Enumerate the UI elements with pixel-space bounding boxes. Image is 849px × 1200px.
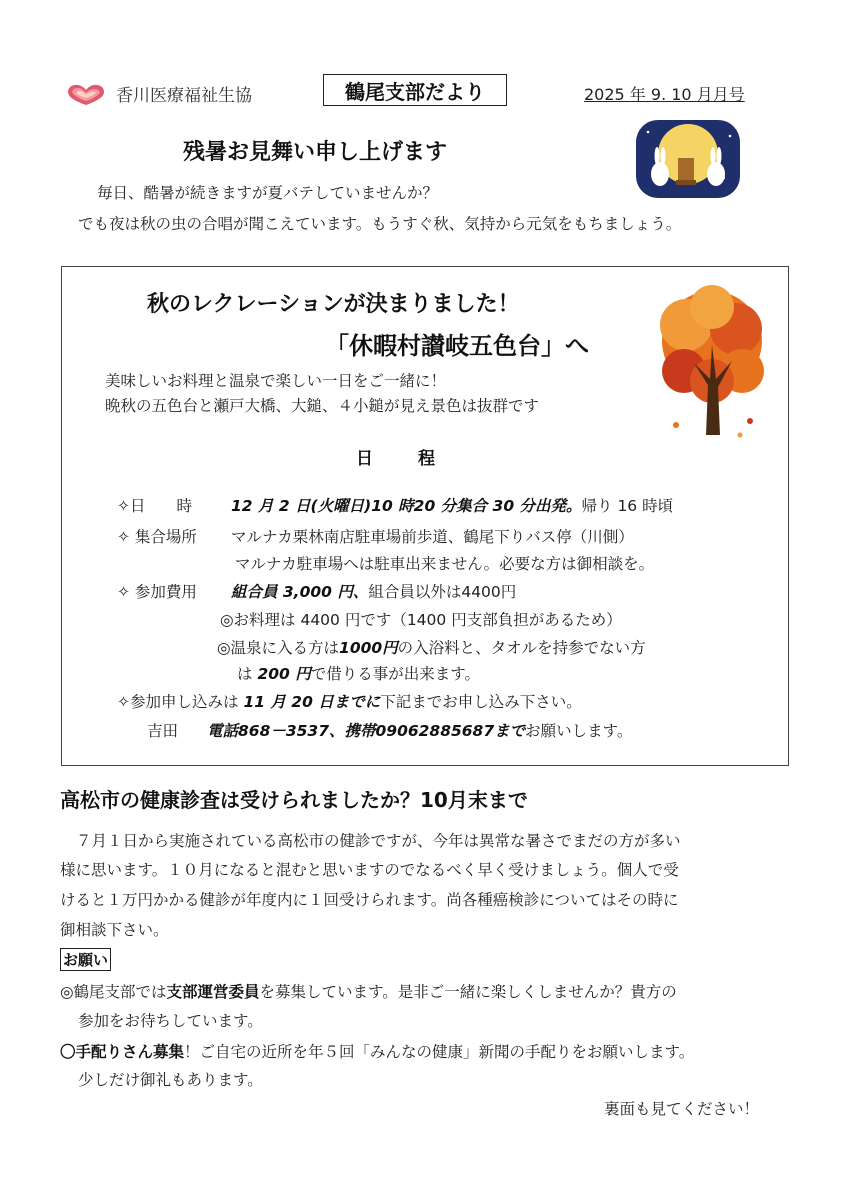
request-item-1 [60,980,677,1002]
apply-rest: 下記までお申し込み下さい。 [380,693,582,711]
fee-note-3-text: は [237,665,253,683]
health-paragraph-2: 様に思います。１０月になると混むと思いますのでなるべく早く受けましょう。個人で受 [60,861,679,879]
apply-text: ✧参加申し込みは [117,693,239,711]
fee-note-3-rest: で借りる事が出来ます。 [310,665,480,683]
greeting-line-1: 毎日、酷暑が続きますが夏バテしていませんか？ [97,184,439,202]
see-back-note: 裏面も見てください！ [604,1100,760,1118]
recreation-intro-1: 美味しいお料理と温泉で楽しい一日をご一緒に！ [105,372,447,390]
schedule-heading: 日 程 [356,449,449,469]
distributor-recruit: 〇手配りさん募集 [60,1043,185,1061]
health-paragraph-1: ７月１日から実施されている高松市の健診ですが、今年は異常な暑さでまだの方が多い [76,832,681,850]
contact-rest: お願いします。 [525,722,633,740]
request-item-1-cont: 参加をお待ちしています。 [78,1012,263,1030]
schedule-fee-row [117,580,516,602]
health-check-title: 高松市の健康診査は受けられましたか？10月末まで [60,788,528,812]
fee-note-2-text: ◎温泉に入る方は [217,639,340,657]
recreation-intro-2: 晩秋の五色台と瀬戸大橋、大鎚、４小鎚が見え景色は抜群です [105,397,540,415]
place-label: ✧ 集合場所 [117,528,197,546]
committee-member: 支部運営委員 [166,983,260,1001]
request-item-2-rest: ！ご自宅の近所を年５回「みんなの健康」新聞の手配りをお願いします。 [184,1043,695,1061]
moon-rabbits-illustration [634,118,742,200]
towel-fee: 200 円 [257,665,311,683]
recreation-destination: 「休暇村讃岐五色台」へ [325,332,589,360]
fee-note-2 [217,636,646,658]
schedule-place-row [117,525,634,547]
heart-logo-icon [64,80,108,106]
fee-note-2-rest: の入浴料と、タオルを持参でない方 [397,639,646,657]
date-value: 12 月 2 日(火曜日)10 時20 分集合 30 分出発。 [231,497,582,515]
place-value: マルナカ栗林南店駐車場前歩道、鶴尾下りバス停（川側） [231,528,634,546]
recreation-title: 秋のレクレーションが決まりました！ [147,292,520,317]
schedule-date-row [117,494,673,516]
issue-label: 2025 年 9. 10 月月号 [584,85,745,104]
fee-note-1: ◎お料理は 4400 円です（1400 円支部負担があるため） [220,611,622,629]
organization-name: 香川医療福祉生協 [116,85,252,106]
fee-note-3 [237,662,480,684]
autumn-tree-illustration [656,285,768,443]
apply-deadline: 11 月 20 日までに [243,693,381,711]
place-note: マルナカ駐車場へは駐車出来ません。必要な方は御相談を。 [235,555,655,573]
fee-member: 組合員 3,000 円、 [231,583,369,601]
request-item-1-text: ◎鶴尾支部では [60,983,167,1001]
request-item-1-rest: を募集しています。是非ご一緒に楽しくしませんか？貴方の [259,983,677,1001]
bath-fee: 1000円 [339,639,398,657]
request-label: お願い [60,948,111,971]
fee-label: ✧ 参加費用 [117,583,197,601]
newsletter-title: 鶴尾支部だより [323,74,507,106]
return-time: 帰り 16 時頃 [581,497,674,515]
request-item-2 [60,1040,694,1062]
health-paragraph-3: けると１万円かかる健診が年度内に１回受けられます。尚各種癌検診についてはその時に [60,891,679,909]
fee-nonmember: 組合員以外は4400円 [368,583,517,601]
contact-name: 吉田 [147,722,179,740]
health-paragraph-4: 御相談下さい。 [60,921,169,939]
apply-row [117,690,582,712]
organization [64,80,252,106]
greeting-title: 残暑お見舞い申し上げます [183,140,448,165]
contact-phone: 電話868－3537、携帯09062885687まで [207,722,526,740]
greeting-line-2: でも夜は秋の虫の合唱が聞こえています。もうすぐ秋、気持から元気をもちましょう。 [78,215,682,233]
contact-row [147,719,632,741]
date-label: ✧日 時 [117,497,192,515]
request-item-2-cont: 少しだけ御礼もあります。 [78,1071,263,1089]
